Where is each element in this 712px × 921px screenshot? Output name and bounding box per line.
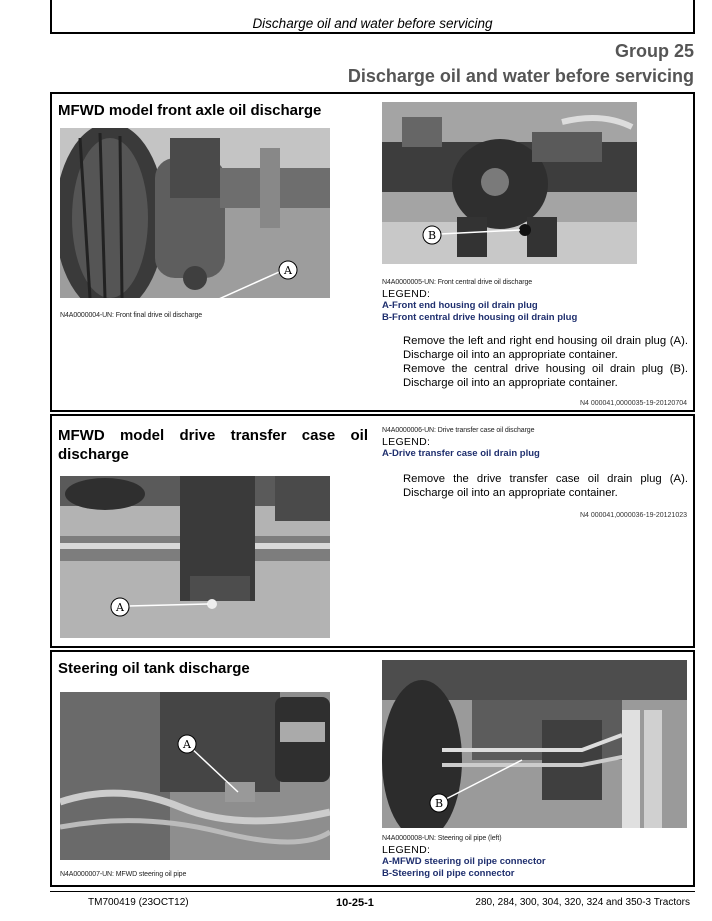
photo-transfer-case — [60, 476, 330, 638]
photo-caption: N4A0000004-UN: Front final drive oil discharge — [60, 312, 203, 319]
legend-item-b: B-Steering oil pipe connector — [382, 868, 515, 879]
section-front-axle-oil — [50, 92, 695, 412]
footer-doc-id: TM700419 (23OCT12) — [88, 897, 189, 908]
callout-b: B — [434, 797, 444, 810]
photo-front-final-drive — [60, 128, 330, 298]
section-transfer-case-oil — [50, 414, 695, 648]
callout-a: A — [183, 738, 191, 751]
callout-a: A — [284, 264, 292, 277]
legend-heading: LEGEND: — [382, 844, 431, 856]
instruction-text: Remove the left and right end housing oil drain plug (A). Discharge oil into an appropriate container. Remove the central drive housing oil drain plug (B). Discharge oil into an appropriate container. — [403, 335, 688, 389]
section-title: MFWD model front axle oil discharge — [58, 102, 322, 119]
photo-mfwd-steering-pipe — [60, 692, 330, 860]
section-title: MFWD model drive transfer case oil discharge — [58, 427, 368, 463]
photo-caption: N4A0000006-UN: Drive transfer case oil discharge — [382, 427, 535, 434]
doc-reference: N4 000041,0000036-19-20121023 — [579, 512, 687, 519]
photo-left-steering-pipe — [382, 660, 687, 828]
doc-reference: N4 000041,0000035-19-20120704 — [579, 400, 687, 407]
legend-item-a: A-MFWD steering oil pipe connector — [382, 856, 546, 867]
footer-models: 280, 284, 300, 304, 320, 324 and 350-3 Tractors — [475, 897, 690, 908]
section-title: Steering oil tank discharge — [58, 660, 250, 677]
legend-item-a: A-Front end housing oil drain plug — [382, 300, 538, 311]
footer-rule — [50, 891, 695, 892]
photo-front-central-drive — [382, 102, 637, 264]
page-header — [50, 0, 695, 34]
instruction-text: Remove the drive transfer case oil drain plug (A). Discharge oil into an appropriate container. — [403, 473, 688, 499]
callout-a: A — [116, 601, 124, 614]
legend-item-a: A-Drive transfer case oil drain plug — [382, 448, 540, 459]
legend-item-b: B-Front central drive housing oil drain plug — [382, 312, 578, 323]
running-title: Discharge oil and water before servicing — [252, 16, 493, 31]
section-steering-oil-tank — [50, 650, 695, 887]
callout-b: B — [427, 229, 437, 242]
group-title: Discharge oil and water before servicing — [347, 66, 694, 86]
photo-caption: N4A0000007-UN: MFWD steering oil pipe — [60, 871, 187, 878]
footer-page-number: 10-25-1 — [336, 897, 374, 909]
photo-caption: N4A0000008-UN: Steering oil pipe (left) — [382, 835, 502, 842]
group-number: Group 25 — [614, 41, 694, 61]
legend-heading: LEGEND: — [382, 288, 431, 300]
photo-caption: N4A0000005-UN: Front central drive oil discharge — [382, 279, 533, 286]
legend-heading: LEGEND: — [382, 436, 431, 448]
